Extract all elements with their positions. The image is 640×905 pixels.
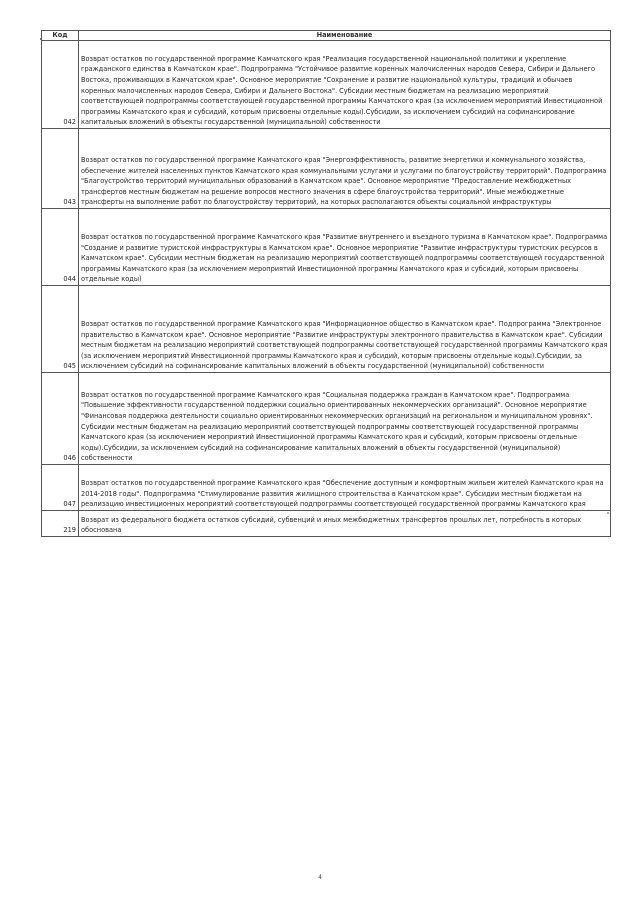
row-code: 042 (42, 41, 79, 129)
row-code: 047 (42, 465, 79, 511)
row-code: 219 (42, 511, 79, 537)
row-name: Возврат остатков по государственной программе Камчатского края "Энергоэффективность, развитие энергетики и коммунального хозяйства, обеспечение жителей населенных пунктов Камчатского края коммунальными услугами и услугами по благоустройству территорий". Подпрограмма "Благоустройство территорий муниципальных образований в Камчатском крае". Основное мероприятие "Предоставление межбюджетных трансфертов местным бюджетам на решение вопросов местного значения в сфере благоустройства территорий". Иные межбюджетные трансферты на выполнение работ по благоустройству территорий, на которых располагаются объекты социальной инфраструктуры (79, 129, 611, 209)
row-name: Возврат остатков по государственной программе Камчатского края "Информационное общество в Камчатском крае". Подпрограмма "Электронное правительство в Камчатском крае". Основное мероприятие "Развитие инфраструктуры электронного правительства в Камчатском крае". Субсидии местным бюджетам на реализацию мероприятий соответствующей подпрограммы соответствующей государственной программы Камчатского края (за исключением мероприятий Инвестиционной программы Камчатского края и субсидий, которым присвоены отдельные коды).Субсидии, за исключением субсидий на софинансирование капитальных вложений в объекты государственной (муниципальной) собственности (79, 286, 611, 373)
table-row (42, 129, 611, 209)
page-number: 4 (318, 874, 322, 881)
table-row (42, 373, 611, 465)
table-header-row (42, 31, 611, 41)
row-name: Возврат из федерального бюджета остатков субсидий, субвенций и иных межбюджетных трансфертов прошлых лет, потребность в которых обоснована (79, 511, 611, 537)
table-row (42, 465, 611, 511)
header-name: Наименование (79, 31, 611, 41)
row-code: 044 (42, 209, 79, 286)
table-row (42, 511, 611, 537)
codes-table (41, 30, 611, 537)
scan-mark (607, 512, 609, 514)
header-code: Код (42, 31, 79, 41)
row-name: Возврат остатков по государственной программе Камчатского края "Развитие внутреннего и въездного туризма в Камчатском крае". Подпрограмма "Создание и развитие туристской инфраструктуры в Камчатском крае". Основное мероприятие "Развитие инфраструктуры туристских ресурсов в Камчатском крае". Субсидии местным бюджетам на реализацию мероприятий соответствующей подпрограммы соответствующей государственной программы Камчатского края (за исключением мероприятий Инвестиционной программы Камчатского края и субсидий, которым присвоены отдельные коды) (79, 209, 611, 286)
row-code: 043 (42, 129, 79, 209)
row-name: Возврат остатков по государственной программе Камчатского края "Реализация государственной национальной политики и укрепление гражданского единства в Камчатском крае". Подпрограмма "Устойчивое развитие коренных малочисленных народов Севера, Сибири и Дальнего Востока, проживающих в Камчатском крае". Основное мероприятие "Сохранение и развитие национальной культуры, традиций и обычаев коренных малочисленных народов Севера, Сибири и Дальнего Востока". Субсидии местным бюджетам на реализацию мероприятий соответствующей подпрограммы соответствующей государственной программы Камчатского края (за исключением мероприятий Инвестиционной программы Камчатского края и субсидий, которым присвоены отдельные коды).Субсидии, за исключением субсидий на софинансирование капитальных вложений в объекты государственной (муниципальной) собственности (79, 41, 611, 129)
row-name: Возврат остатков по государственной программе Камчатского края "Обеспечение доступным и комфортным жильем жителей Камчатского края на 2014-2018 годы". Подпрограмма "Стимулирование развития жилищного строительства в Камчатском крае". Субсидии местным бюджетам на реализацию инвестиционных мероприятий соответствующей подпрограммы соответствующей государственной программы Камчатского края (79, 465, 611, 511)
row-name: Возврат остатков по государственной программе Камчатского края "Социальная поддержка граждан в Камчатском крае". Подпрограмма "Повышение эффективности государственной поддержки социально ориентированных некоммерческих организаций". Основное мероприятие "Финансовая поддержка деятельности социально ориентированных некоммерческих организаций на региональном и муниципальном уровнях". Субсидии местным бюджетам на реализацию мероприятий соответствующей подпрограммы соответствующей государственной программы Камчатского края (за исключением мероприятий Инвестиционной программы Камчатского края и субсидий, которым присвоены отдельные коды).Субсидии, за исключением субсидий на софинансирование капитальных вложений в объекты государственной (муниципальной) собственности (79, 373, 611, 465)
table-row (42, 209, 611, 286)
table-row (42, 286, 611, 373)
row-code: 045 (42, 286, 79, 373)
table-row (42, 41, 611, 129)
row-code: 046 (42, 373, 79, 465)
